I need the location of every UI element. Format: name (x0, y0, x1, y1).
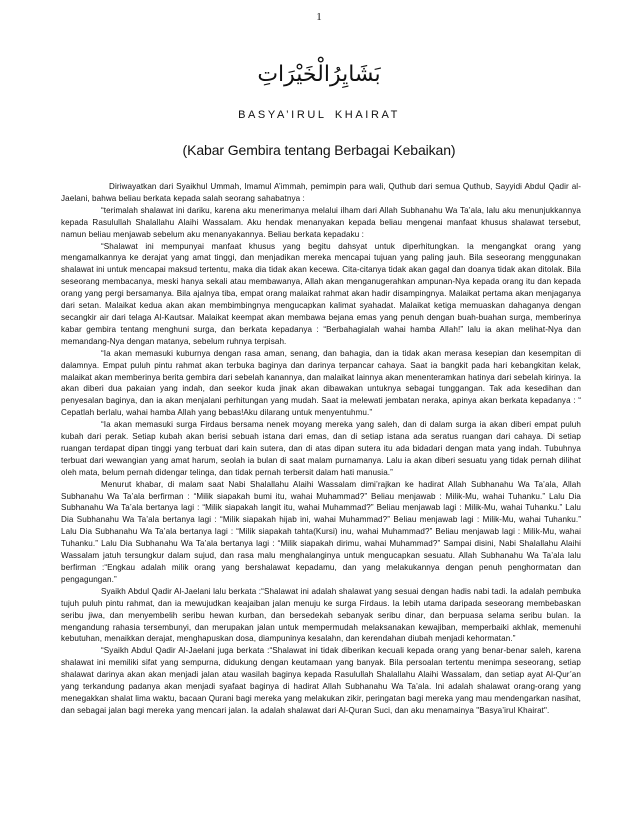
paragraph: “Syaikh Abdul Qadir Al-Jaelani juga berkata :“Shalawat ini tidak diberikan kecuali kepada orang yang benar-benar saleh, karena shalawat ini memiliki sifat yang sempurna, didukung dengan keutamaan yang banyak. Bila persoalan tertentu menimpa seseorang, setiap shalawat darinya akan akan menjadi jalan atau wasilah baginya kepada Rasulullah Shalallahu Alaihi Wassalam, dan setiap ayat Al-Qur’an yang terkandung padanya akan menjadi syafaat baginya di hadirat Allah Subhanahu Wa Ta’ala. Ini adalah shalawat orang-orang yang menegakkan shalat lima waktu, bacaan Qurani bagi mereka yang melakukan zikir, peringatan bagi mereka yang mau mendengarkan nasihat, dan sebagai jalan bagi mereka yang mencari jalan. Ia adalah shalawat dari Al-Quran Suci, dan aku menamainya "Basya’irul Khairat". (61, 646, 581, 715)
paragraph: “Shalawat ini mempunyai manfaat khusus yang begitu dahsyat untuk diperhitungkan. Ia mengangkat orang yang mengamalkannya ke derajat yang amat tinggi, dan menjadikan mereka mencapai tujuan yang paling jauh. Bila seseorang menggunakan shalawat ini untuk mencapai maksud tertentu, maka dia tidak akan kecewa. Cita-citanya tidak akan gagal dan doanya tidak akan ditolak. Bila seseorang membacanya, meski hanya sekali atau membawanya, Allah akan menganugerahkan ampunan-Nya kepada orang itu dan kepada orang yang pergi bersamanya. Bila ajalnya tiba, empat orang malaikat rahmat akan hadir disampingnya. Malaikat pertama akan menjaganya dari setan. Malaikat kedua akan akan membimbingnya mengucapkan kalimat syahadat. Malaikat ketiga memuaskan dahaganya dengan secangkir air dari telaga Al-Kautsar. Malaikat keempat akan membawa bejana emas yang penuh dengan buah-buahan surga, memberinya kabar gembira tentang menghuni surga, dan berkata kepadanya : “Berbahagialah wahai hamba Allah!” lalu ia akan melihat-Nya dan memandang-Nya dengan matanya, sebelum ruhnya terpisah. (61, 241, 581, 346)
arabic-title: بَشَايِرُالْخَيْرَاتِ (257, 62, 381, 87)
paragraph: Syaikh Abdul Qadir Al-Jaelani lalu berkata :“Shalawat ini adalah shalawat yang sesuai dengan hadis nabi tadi. Ia adalah pembuka tujuh puluh pintu rahmat, dan ia mewujudkan keajaiban jalan menuju ke surga Firdaus. Ia lebih utama daripada seseorang membebaskan seribu jiwa, dan menyembelih seribu hewan kurban, dan bersedekah sebanyak seribu dinar, dan berpuasa selama seribu bulan. Ia mengandung rahasia tersembunyi, dan merupakan jalan untuk mempermudah melaksanakan kewajiban, memperbaiki akhlak, memenuhi kebutuhan, menaikkan derajat, menghapuskan dosa, diampuninya kesalahn, dan kerendahan diubah menjadi kehormatan.” (61, 586, 581, 644)
paragraph: “Ia akan memasuki surga Firdaus bersama nenek moyang mereka yang saleh, dan di dalam surga ia akan diberi empat puluh kubah dari perak. Setiap kubah akan berisi sebuah istana dari emas, dan di setiap istana ada seratus ruangan dari cahaya. Di setiap ruangan terdapat dipan tinggi yang terbuat dari kain sutera, dan di atas dipan sutera itu ada bidadari dengan mata yang indah. Tubuhnya terbuat dari wewangian yang amat harum, seolah ia bulan di saat malam purnamanya. Lalu ia akan diberi sesuatu yang tidak pernah dilihat oleh mata, belum pernah didengar telinga, dan tidak pernah terbersit dalam hati manusia.” (61, 420, 581, 477)
paragraph: “Ia akan memasuki kuburnya dengan rasa aman, senang, dan bahagia, dan ia tidak akan merasa kesepian dan kesempitan di dalamnya. Empat puluh pintu rahmat akan terbuka baginya dan darinya terpancar cahaya. Saat ia bangkit pada hari kebangkitan kelak, malaikat akan memberinya berita gembira dari sebelah kanannya, dan malaikat lainnya akan menenteramkan hatinya dari sebelah kirinya. Ia akan diberi dua pakaian yang indah, dan seekor kuda jinak akan dibawakan untuknya sebagai tunggangan. Tak ada kesedihan dan penyesalan baginya, dan ia akan menjalani perhitungan yang mudah. Saat ia melewati jembatan neraka, apinya akan berkata kepadanya : “ Cepatlah berlalu, wahai hamba Allah yang bebas!Aku dilarang untuk menyentuhmu.” (61, 348, 581, 418)
paragraph: Diriwayatkan dari Syaikhul Ummah, Imamul A’immah, pemimpin para wali, Quthub dari semua Quthub, Sayyidi Abdul Qadir al-Jaelani, bahwa beliau berkata kepada salah seorang sahabatnya : (61, 182, 581, 203)
subtitle: (Kabar Gembira tentang Berbagai Kebaikan) (182, 142, 456, 158)
body-text (61, 181, 581, 717)
paragraph: Menurut khabar, di malam saat Nabi Shalallahu Alaihi Wassalam dimi’rajkan ke hadirat Allah Subhanahu Wa Ta’ala, Allah Subhanahu Wa Ta’ala berfirman : “Milik siapakah bumi itu, wahai Muhammad?” Beliau menjawab : Milik-Mu, wahai Tuhanku.” Lalu Dia Subhanahu Wa Ta’ala bertanya lagi : “Milik siapakah langit itu, wahai Muhammad?” Beliau menjawab lagi : Milik-Mu, wahai Tuhanku.” Lalu Dia Subhanahu Wa Ta’ala bertanya lagi : “Milik siapakah hijab ini, wahai Muhammad?” Beliau menjawab lagi : Milik-Mu, wahai Tuhanku.” Lalu Dia Subhanahu Wa Ta’ala bertanya lagi : “Milik siapakah tahta(Kursi) inu, wahai Muhammad?” Beliau menjawab lagi : Milik-Mu, wahai Tuhanku.” Lalu Dia Subhanahu Wa Ta’ala bertanya lagi : “Milik siapakah dirimu, wahai Muhammad?” Sampai disini, Nabi Shalallahu Alaihi Wassalam jatuh tersungkur dalam sujud, dan rasa malu menghalanginya untuk mengucapkan sesuatu. Allah Subhanahu Wa Ta’ala lalu berfirman :“Engkau adalah milik orang yang bershalawat kepadamu, dan yang melakukannya dengan penuh penghormatan dan pengagungan.” (61, 479, 581, 584)
latin-title: BASYA’IRUL KHAIRAT (238, 109, 400, 121)
paragraph: “terimalah shalawat ini dariku, karena aku menerimanya melalui ilham dari Allah Subhanahu Wa Ta’ala, lalu aku menunjukkannya kepada Rasulullah Shalallahu Alaihi Wassalam. Aku hendak menanyakan kepada beliau mengenai manfaat khusus shalawat tersebut, namun beliau menjawab sebelum aku menanyakannya. Beliau berkata kepadaku : (61, 205, 581, 239)
page-number: 1 (316, 11, 322, 23)
